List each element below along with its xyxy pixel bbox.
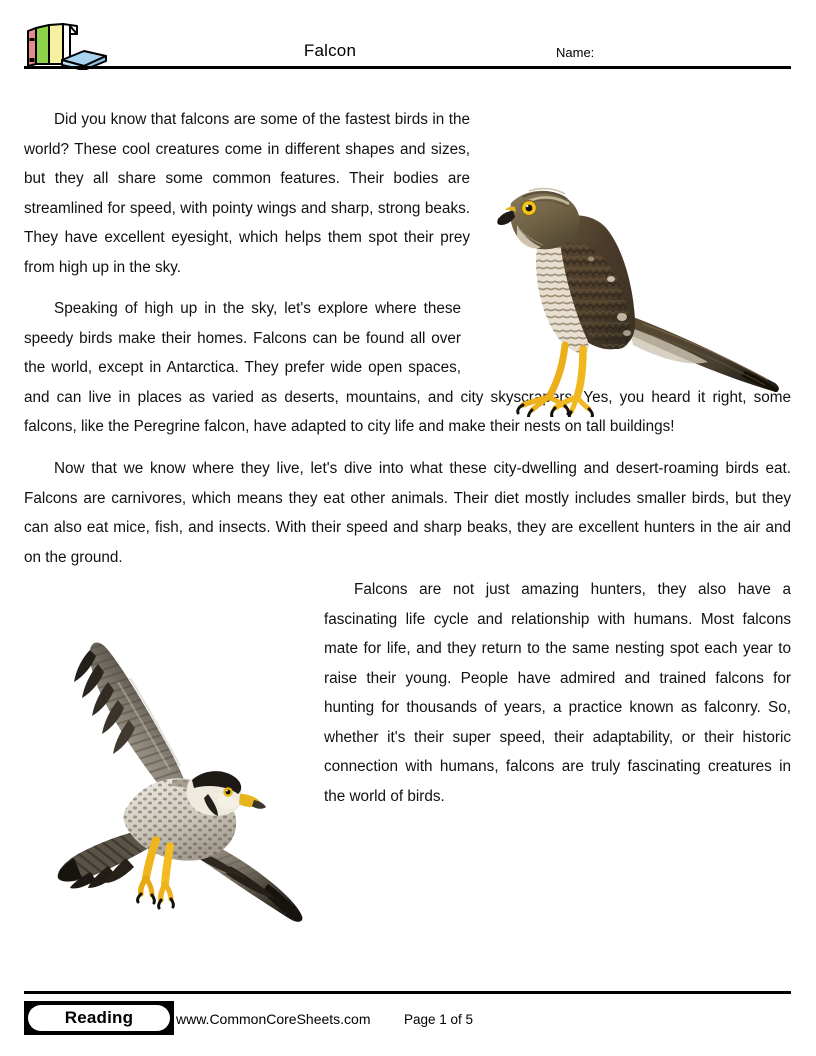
perched-falcon-image — [483, 167, 793, 417]
page-footer — [0, 982, 816, 1056]
name-field-label: Name: — [556, 45, 595, 60]
passage-paragraph-3: Now that we know where they live, let's dive into what these city-dwelling and desert-roaming birds eat. Falcons are carnivores, which means they eat other animals. Their diet mostly includes smaller birds, but they can also eat mice, fish, and insects. With their speed and sharp beaks, they are excellent hunters in the air and on the ground. — [24, 460, 791, 566]
page-number: Page 1 of 5 — [404, 1012, 474, 1027]
books-icon — [18, 20, 110, 70]
passage-paragraph-4: Falcons are not just amazing hunters, they also have a fascinating life cycle and relationship with humans. Most falcons mate for life, and they return to the same nesting spot each year to raise their young. People have admired and trained falcons for hunting for thousands of years, a practice known as falconry. So, whether it's their super speed, their adaptability, or their historic connection with humans, falcons are truly fascinating creatures in the world of birds. — [324, 581, 791, 805]
subject-badge — [24, 1001, 174, 1035]
passage-paragraph-1: Did you know that falcons are some of the fastest birds in the world? These cool creatures come in different shapes and sizes, but they all share some common features. Their bodies are streamlined for speed, with pointy wings and sharp, strong beaks. They have excellent eyesight, which helps them spot their prey from high up in the sky. — [24, 111, 470, 276]
header-divider — [24, 66, 791, 69]
page-title: Falcon — [303, 41, 357, 60]
footer-divider — [24, 991, 791, 994]
subject-pill — [28, 1005, 170, 1031]
page-header — [0, 0, 816, 72]
flying-falcon-image — [22, 634, 314, 934]
site-url: www.CommonCoreSheets.com — [176, 1011, 371, 1027]
passage-body — [0, 72, 816, 982]
passage-paragraph-2-text: Speaking of high up in the sky, let's explore where these speedy birds make their homes. Falcons can be found all over the world, except in Antarctica. They prefer wide open spaces, and can live in places as varied as deserts, mountains, and city skyscrapers. Yes, you heard it right, some falcons, like the Peregrine falcon, have adapted to city life and make their nests on tall buildings! — [24, 300, 791, 436]
subject-label: Reading — [64, 1008, 134, 1027]
